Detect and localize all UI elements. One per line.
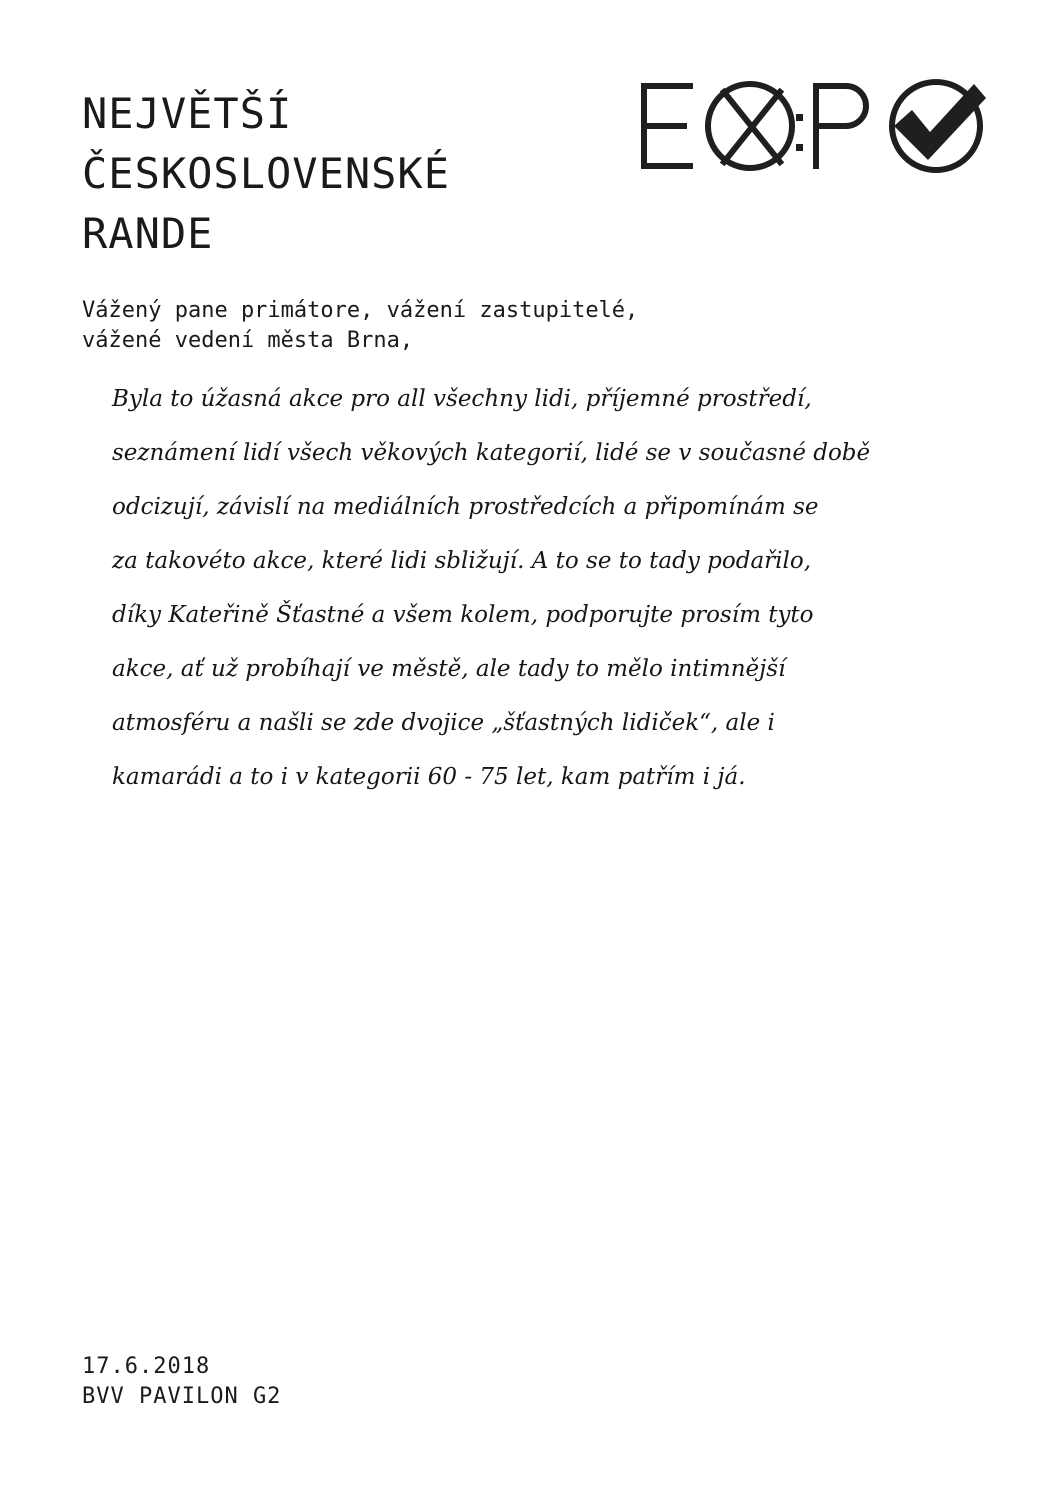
title-line-1: NEJVĚTŠÍ (82, 89, 293, 138)
event-date: 17.6.2018 (82, 1354, 211, 1379)
letter-line-7: atmosféru a našli se zde dvojice „šťastných lidiček“, ale i (112, 710, 775, 736)
letter-line-1: Byla to úžasná akce pro all všechny lidi, příjemné prostředí, (112, 386, 812, 412)
title-line-3: RANDE (82, 209, 214, 258)
title-line-2: ČESKOSLOVENSKÉ (82, 149, 451, 198)
event-venue: BVV PAVILON G2 (82, 1384, 282, 1409)
letter-line-5: díky Kateřině Šťastné a všem kolem, podporujte prosím tyto (112, 602, 814, 628)
letter-line-2: seznámení lidí všech věkových kategorií, lidé se v současné době (112, 440, 871, 466)
salutation-line-1: Vážený pane primátore, vážení zastupitelé, (82, 298, 639, 323)
letter-line-6: akce, ať už probíhají ve městě, ale tady to mělo intimnější (112, 656, 786, 682)
expo-logo (636, 74, 986, 178)
handwritten-letter (112, 372, 962, 804)
event-details (82, 1352, 281, 1412)
salutation-line-2: vážené vedení města Brna, (82, 328, 414, 353)
letter-line-4: za takovéto akce, které lidi sbližují. A to se to tady podařilo, (112, 548, 812, 574)
event-title (82, 84, 450, 264)
salutation (82, 296, 638, 356)
letter-line-3: odcizují, závislí na mediálních prostředcích a připomínám se (112, 494, 819, 520)
letter-line-8: kamarádi a to i v kategorii 60 - 75 let, kam patřím i já. (112, 764, 746, 790)
